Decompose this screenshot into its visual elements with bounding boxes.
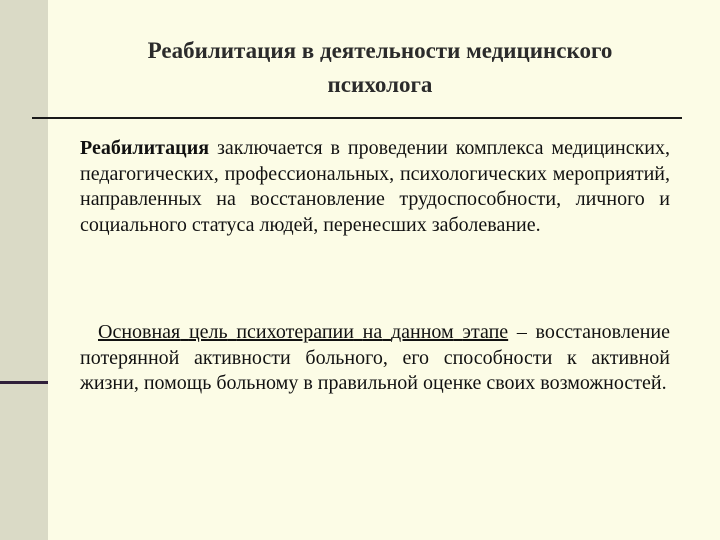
left-accent-bar [0, 381, 48, 384]
left-decorative-band [0, 0, 48, 540]
slide-title-line-1: Реабилитация в деятельности медицинского [147, 38, 613, 63]
underlined-phrase [98, 321, 508, 343]
slide-title [60, 34, 700, 102]
title-divider [32, 117, 682, 119]
paragraph-rehabilitation-definition [80, 136, 670, 238]
underlined-word: цель [188, 321, 228, 343]
slide-title-line-2: психолога [327, 72, 433, 97]
underlined-word: этапе [462, 321, 509, 343]
underlined-word: на [362, 321, 383, 343]
paragraph-body-text: заключается в проведении комплекса медицинских, педагогических, профессиональных, психологических мероприятий, направленных на восстановление трудоспособности, личного и социального статуса людей, перенесших заболевание. [80, 137, 670, 236]
underlined-word: данном [390, 321, 454, 343]
underlined-word: психотерапии [236, 321, 354, 343]
paragraph-body-text: – восстановление потерянной активности больного, его способности к активной жизни, помощь больному в правильной оценке своих возможностей. [80, 321, 671, 394]
underlined-word: Основная [98, 321, 181, 343]
paragraph-psychotherapy-goal [80, 320, 670, 397]
paragraph-lead-word: Реабилитация [80, 137, 210, 159]
